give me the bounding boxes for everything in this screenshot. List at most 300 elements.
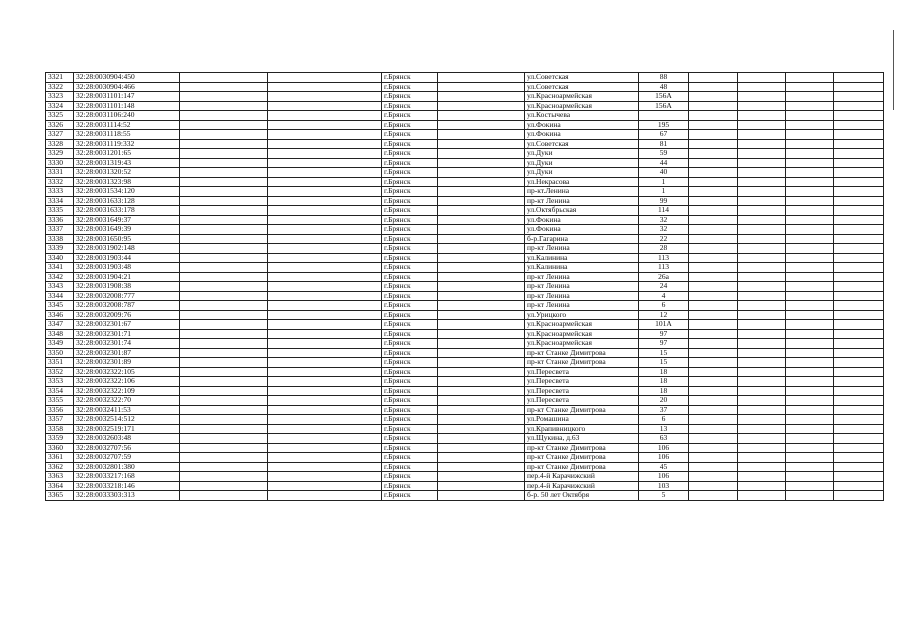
street-cell: ул.Ромашина bbox=[525, 415, 639, 425]
blank-cell bbox=[180, 415, 268, 425]
city-cell: г.Брянск bbox=[382, 139, 438, 149]
blank-cell bbox=[268, 206, 382, 216]
table-row bbox=[46, 139, 884, 149]
house-number-cell: 67 bbox=[639, 130, 689, 140]
cadastral-number: 32:28:0031908:38 bbox=[74, 282, 180, 292]
blank-cell bbox=[834, 301, 884, 311]
table-row bbox=[46, 472, 884, 482]
blank-cell bbox=[689, 405, 738, 415]
blank-cell bbox=[438, 206, 525, 216]
cadastral-number: 32:28:0032301:87 bbox=[74, 348, 180, 358]
blank-cell bbox=[786, 168, 834, 178]
blank-cell bbox=[689, 177, 738, 187]
blank-cell bbox=[438, 253, 525, 263]
blank-cell bbox=[738, 253, 786, 263]
city-cell: г.Брянск bbox=[382, 491, 438, 501]
street-cell: пр-кт Станке Димитрова bbox=[525, 348, 639, 358]
cadastral-number: 32:28:0032322:106 bbox=[74, 377, 180, 387]
blank-cell bbox=[180, 111, 268, 121]
blank-cell bbox=[738, 139, 786, 149]
table-row bbox=[46, 149, 884, 159]
blank-cell bbox=[268, 377, 382, 387]
blank-cell bbox=[438, 472, 525, 482]
city-cell: г.Брянск bbox=[382, 82, 438, 92]
blank-cell bbox=[689, 377, 738, 387]
blank-cell bbox=[738, 434, 786, 444]
blank-cell bbox=[834, 234, 884, 244]
blank-cell bbox=[180, 348, 268, 358]
blank-cell bbox=[268, 491, 382, 501]
blank-cell bbox=[268, 120, 382, 130]
blank-cell bbox=[738, 225, 786, 235]
street-cell: ул.Пересвета bbox=[525, 386, 639, 396]
city-cell: г.Брянск bbox=[382, 310, 438, 320]
street-cell: ул.Октябрьская bbox=[525, 206, 639, 216]
city-cell: г.Брянск bbox=[382, 225, 438, 235]
blank-cell bbox=[689, 244, 738, 254]
blank-cell bbox=[268, 348, 382, 358]
blank-cell bbox=[786, 101, 834, 111]
street-cell: ул.Красноармейская bbox=[525, 101, 639, 111]
house-number-cell: 32 bbox=[639, 215, 689, 225]
blank-cell bbox=[438, 263, 525, 273]
house-number-cell: 32 bbox=[639, 225, 689, 235]
table-row bbox=[46, 310, 884, 320]
row-number: 3356 bbox=[46, 405, 74, 415]
row-number: 3339 bbox=[46, 244, 74, 254]
table-row bbox=[46, 111, 884, 121]
house-number-cell: 113 bbox=[639, 253, 689, 263]
blank-cell bbox=[834, 348, 884, 358]
street-cell: б-р. 50 лет Октября bbox=[525, 491, 639, 501]
blank-cell bbox=[438, 92, 525, 102]
street-cell: пр-кт Ленина bbox=[525, 244, 639, 254]
blank-cell bbox=[180, 491, 268, 501]
cadastral-number: 32:28:0031534:120 bbox=[74, 187, 180, 197]
blank-cell bbox=[786, 481, 834, 491]
house-number-cell: 40 bbox=[639, 168, 689, 178]
street-cell: ул.Фокина bbox=[525, 120, 639, 130]
street-cell: пр-кт Ленина bbox=[525, 301, 639, 311]
blank-cell bbox=[786, 82, 834, 92]
blank-cell bbox=[689, 386, 738, 396]
blank-cell bbox=[738, 453, 786, 463]
street-cell: пр-кт.Ленина bbox=[525, 187, 639, 197]
blank-cell bbox=[786, 234, 834, 244]
blank-cell bbox=[268, 301, 382, 311]
blank-cell bbox=[738, 348, 786, 358]
blank-cell bbox=[738, 234, 786, 244]
blank-cell bbox=[268, 472, 382, 482]
house-number-cell: 195 bbox=[639, 120, 689, 130]
cadastral-number: 32:28:0032514:512 bbox=[74, 415, 180, 425]
property-register-table bbox=[45, 72, 884, 501]
blank-cell bbox=[180, 73, 268, 83]
blank-cell bbox=[438, 111, 525, 121]
house-number-cell: 12 bbox=[639, 310, 689, 320]
house-number-cell: 37 bbox=[639, 405, 689, 415]
blank-cell bbox=[689, 101, 738, 111]
blank-cell bbox=[689, 196, 738, 206]
table-row bbox=[46, 358, 884, 368]
blank-cell bbox=[268, 130, 382, 140]
city-cell: г.Брянск bbox=[382, 253, 438, 263]
cadastral-number: 32:28:0031320:52 bbox=[74, 168, 180, 178]
blank-cell bbox=[689, 301, 738, 311]
row-number: 3364 bbox=[46, 481, 74, 491]
blank-cell bbox=[180, 101, 268, 111]
blank-cell bbox=[689, 168, 738, 178]
street-cell: ул.Костычева bbox=[525, 111, 639, 121]
city-cell: г.Брянск bbox=[382, 434, 438, 444]
row-number: 3348 bbox=[46, 329, 74, 339]
street-cell: ул.Советская bbox=[525, 82, 639, 92]
house-number-cell: 13 bbox=[639, 424, 689, 434]
table-row bbox=[46, 206, 884, 216]
blank-cell bbox=[834, 82, 884, 92]
page-edge-line bbox=[893, 30, 894, 110]
house-number-cell: 44 bbox=[639, 158, 689, 168]
house-number-cell: 99 bbox=[639, 196, 689, 206]
blank-cell bbox=[834, 310, 884, 320]
blank-cell bbox=[438, 405, 525, 415]
blank-cell bbox=[834, 367, 884, 377]
blank-cell bbox=[268, 244, 382, 254]
blank-cell bbox=[438, 234, 525, 244]
blank-cell bbox=[689, 73, 738, 83]
blank-cell bbox=[738, 358, 786, 368]
row-number: 3324 bbox=[46, 101, 74, 111]
cadastral-number: 32:28:0032009:76 bbox=[74, 310, 180, 320]
cadastral-number: 32:28:0030904:450 bbox=[74, 73, 180, 83]
city-cell: г.Брянск bbox=[382, 196, 438, 206]
blank-cell bbox=[834, 168, 884, 178]
house-number-cell: 106 bbox=[639, 472, 689, 482]
blank-cell bbox=[438, 282, 525, 292]
cadastral-number: 32:28:0031902:148 bbox=[74, 244, 180, 254]
blank-cell bbox=[268, 481, 382, 491]
cadastral-number: 32:28:0031650:95 bbox=[74, 234, 180, 244]
blank-cell bbox=[738, 82, 786, 92]
street-cell: ул.Красноармейская bbox=[525, 329, 639, 339]
cadastral-number: 32:28:0031903:48 bbox=[74, 263, 180, 273]
blank-cell bbox=[180, 272, 268, 282]
house-number-cell: 81 bbox=[639, 139, 689, 149]
table-row bbox=[46, 177, 884, 187]
blank-cell bbox=[738, 215, 786, 225]
cadastral-number: 32:28:0032008:777 bbox=[74, 291, 180, 301]
blank-cell bbox=[738, 263, 786, 273]
blank-cell bbox=[268, 415, 382, 425]
street-cell: пр-кт Ленина bbox=[525, 196, 639, 206]
street-cell: ул.Красноармейская bbox=[525, 320, 639, 330]
cadastral-number: 32:28:0031101:147 bbox=[74, 92, 180, 102]
row-number: 3342 bbox=[46, 272, 74, 282]
blank-cell bbox=[786, 130, 834, 140]
house-number-cell: 15 bbox=[639, 358, 689, 368]
blank-cell bbox=[268, 263, 382, 273]
blank-cell bbox=[180, 462, 268, 472]
blank-cell bbox=[834, 329, 884, 339]
blank-cell bbox=[438, 101, 525, 111]
blank-cell bbox=[834, 443, 884, 453]
blank-cell bbox=[689, 92, 738, 102]
row-number: 3332 bbox=[46, 177, 74, 187]
blank-cell bbox=[834, 253, 884, 263]
blank-cell bbox=[180, 215, 268, 225]
city-cell: г.Брянск bbox=[382, 348, 438, 358]
cadastral-number: 32:28:0031201:65 bbox=[74, 149, 180, 159]
blank-cell bbox=[689, 82, 738, 92]
house-number-cell: 97 bbox=[639, 329, 689, 339]
table-row bbox=[46, 120, 884, 130]
blank-cell bbox=[180, 386, 268, 396]
city-cell: г.Брянск bbox=[382, 367, 438, 377]
cadastral-number: 32:28:0032519:171 bbox=[74, 424, 180, 434]
blank-cell bbox=[689, 253, 738, 263]
blank-cell bbox=[738, 443, 786, 453]
house-number-cell: 113 bbox=[639, 263, 689, 273]
street-cell: пр-кт Станке Димитрова bbox=[525, 443, 639, 453]
street-cell: пер.4-й Карачижский bbox=[525, 472, 639, 482]
street-cell: ул.Крапивницкого bbox=[525, 424, 639, 434]
city-cell: г.Брянск bbox=[382, 405, 438, 415]
blank-cell bbox=[738, 120, 786, 130]
row-number: 3334 bbox=[46, 196, 74, 206]
blank-cell bbox=[180, 481, 268, 491]
row-number: 3350 bbox=[46, 348, 74, 358]
blank-cell bbox=[438, 139, 525, 149]
table-row bbox=[46, 158, 884, 168]
table-row bbox=[46, 396, 884, 406]
blank-cell bbox=[689, 234, 738, 244]
city-cell: г.Брянск bbox=[382, 149, 438, 159]
city-cell: г.Брянск bbox=[382, 291, 438, 301]
cadastral-number: 32:28:0031649:39 bbox=[74, 225, 180, 235]
blank-cell bbox=[689, 282, 738, 292]
cadastral-number: 32:28:0033218:146 bbox=[74, 481, 180, 491]
blank-cell bbox=[786, 177, 834, 187]
blank-cell bbox=[689, 491, 738, 501]
blank-cell bbox=[786, 367, 834, 377]
table-row bbox=[46, 234, 884, 244]
blank-cell bbox=[268, 462, 382, 472]
blank-cell bbox=[438, 215, 525, 225]
table-row bbox=[46, 415, 884, 425]
blank-cell bbox=[786, 386, 834, 396]
blank-cell bbox=[180, 443, 268, 453]
row-number: 3330 bbox=[46, 158, 74, 168]
city-cell: г.Брянск bbox=[382, 396, 438, 406]
blank-cell bbox=[834, 396, 884, 406]
cadastral-number: 32:28:0031114:52 bbox=[74, 120, 180, 130]
street-cell: ул.Пересвета bbox=[525, 367, 639, 377]
blank-cell bbox=[834, 491, 884, 501]
blank-cell bbox=[438, 187, 525, 197]
table-row bbox=[46, 491, 884, 501]
blank-cell bbox=[834, 244, 884, 254]
blank-cell bbox=[689, 396, 738, 406]
row-number: 3322 bbox=[46, 82, 74, 92]
blank-cell bbox=[786, 120, 834, 130]
blank-cell bbox=[834, 149, 884, 159]
blank-cell bbox=[738, 101, 786, 111]
row-number: 3326 bbox=[46, 120, 74, 130]
blank-cell bbox=[438, 367, 525, 377]
blank-cell bbox=[268, 386, 382, 396]
blank-cell bbox=[180, 396, 268, 406]
city-cell: г.Брянск bbox=[382, 339, 438, 349]
row-number: 3354 bbox=[46, 386, 74, 396]
blank-cell bbox=[438, 386, 525, 396]
house-number-cell: 114 bbox=[639, 206, 689, 216]
street-cell: пр-кт Ленина bbox=[525, 291, 639, 301]
blank-cell bbox=[268, 272, 382, 282]
city-cell: г.Брянск bbox=[382, 415, 438, 425]
table-row bbox=[46, 244, 884, 254]
blank-cell bbox=[268, 149, 382, 159]
row-number: 3333 bbox=[46, 187, 74, 197]
blank-cell bbox=[834, 263, 884, 273]
street-cell: б-р.Гагарина bbox=[525, 234, 639, 244]
blank-cell bbox=[738, 396, 786, 406]
blank-cell bbox=[786, 92, 834, 102]
blank-cell bbox=[834, 92, 884, 102]
house-number-cell: 6 bbox=[639, 301, 689, 311]
blank-cell bbox=[268, 101, 382, 111]
street-cell: ул.Калинина bbox=[525, 263, 639, 273]
blank-cell bbox=[180, 120, 268, 130]
house-number-cell: 106 bbox=[639, 453, 689, 463]
blank-cell bbox=[268, 339, 382, 349]
cadastral-number: 32:28:0032301:89 bbox=[74, 358, 180, 368]
house-number-cell: 63 bbox=[639, 434, 689, 444]
blank-cell bbox=[268, 168, 382, 178]
blank-cell bbox=[438, 196, 525, 206]
blank-cell bbox=[180, 82, 268, 92]
table-row bbox=[46, 168, 884, 178]
blank-cell bbox=[834, 139, 884, 149]
blank-cell bbox=[689, 329, 738, 339]
blank-cell bbox=[689, 424, 738, 434]
blank-cell bbox=[438, 272, 525, 282]
blank-cell bbox=[738, 130, 786, 140]
blank-cell bbox=[834, 358, 884, 368]
house-number-cell: 28 bbox=[639, 244, 689, 254]
row-number: 3360 bbox=[46, 443, 74, 453]
blank-cell bbox=[689, 225, 738, 235]
blank-cell bbox=[180, 358, 268, 368]
blank-cell bbox=[834, 424, 884, 434]
house-number-cell: 18 bbox=[639, 377, 689, 387]
blank-cell bbox=[438, 301, 525, 311]
blank-cell bbox=[786, 424, 834, 434]
blank-cell bbox=[689, 443, 738, 453]
row-number: 3328 bbox=[46, 139, 74, 149]
blank-cell bbox=[268, 225, 382, 235]
blank-cell bbox=[268, 92, 382, 102]
blank-cell bbox=[786, 443, 834, 453]
table-row bbox=[46, 101, 884, 111]
house-number-cell: 48 bbox=[639, 82, 689, 92]
blank-cell bbox=[738, 310, 786, 320]
blank-cell bbox=[180, 177, 268, 187]
city-cell: г.Брянск bbox=[382, 272, 438, 282]
blank-cell bbox=[180, 377, 268, 387]
blank-cell bbox=[738, 424, 786, 434]
blank-cell bbox=[786, 139, 834, 149]
blank-cell bbox=[689, 158, 738, 168]
table-row bbox=[46, 225, 884, 235]
blank-cell bbox=[786, 358, 834, 368]
street-cell: пр-кт Станке Димитрова bbox=[525, 405, 639, 415]
row-number: 3358 bbox=[46, 424, 74, 434]
cadastral-number: 32:28:0031649:37 bbox=[74, 215, 180, 225]
blank-cell bbox=[786, 396, 834, 406]
cadastral-number: 32:28:0032322:109 bbox=[74, 386, 180, 396]
row-number: 3363 bbox=[46, 472, 74, 482]
blank-cell bbox=[786, 348, 834, 358]
blank-cell bbox=[438, 339, 525, 349]
city-cell: г.Брянск bbox=[382, 234, 438, 244]
blank-cell bbox=[180, 424, 268, 434]
blank-cell bbox=[268, 158, 382, 168]
house-number-cell: 45 bbox=[639, 462, 689, 472]
blank-cell bbox=[786, 253, 834, 263]
blank-cell bbox=[786, 272, 834, 282]
house-number-cell: 103 bbox=[639, 481, 689, 491]
blank-cell bbox=[738, 168, 786, 178]
row-number: 3343 bbox=[46, 282, 74, 292]
cadastral-number: 32:28:0033303:313 bbox=[74, 491, 180, 501]
blank-cell bbox=[180, 139, 268, 149]
house-number-cell: 106 bbox=[639, 443, 689, 453]
blank-cell bbox=[268, 310, 382, 320]
blank-cell bbox=[689, 149, 738, 159]
table-row bbox=[46, 82, 884, 92]
blank-cell bbox=[438, 130, 525, 140]
blank-cell bbox=[438, 348, 525, 358]
blank-cell bbox=[834, 415, 884, 425]
blank-cell bbox=[786, 462, 834, 472]
blank-cell bbox=[268, 196, 382, 206]
street-cell: ул.Красноармейская bbox=[525, 92, 639, 102]
blank-cell bbox=[834, 225, 884, 235]
row-number: 3353 bbox=[46, 377, 74, 387]
blank-cell bbox=[268, 329, 382, 339]
blank-cell bbox=[786, 187, 834, 197]
blank-cell bbox=[738, 329, 786, 339]
blank-cell bbox=[180, 282, 268, 292]
blank-cell bbox=[786, 215, 834, 225]
blank-cell bbox=[689, 472, 738, 482]
house-number-cell: 18 bbox=[639, 386, 689, 396]
blank-cell bbox=[438, 443, 525, 453]
street-cell: пр-кт Ленина bbox=[525, 282, 639, 292]
street-cell: ул.Щукина, д.63 bbox=[525, 434, 639, 444]
blank-cell bbox=[786, 244, 834, 254]
blank-cell bbox=[786, 225, 834, 235]
city-cell: г.Брянск bbox=[382, 424, 438, 434]
blank-cell bbox=[268, 358, 382, 368]
blank-cell bbox=[834, 291, 884, 301]
row-number: 3365 bbox=[46, 491, 74, 501]
street-cell: ул.Урицкого bbox=[525, 310, 639, 320]
blank-cell bbox=[438, 320, 525, 330]
house-number-cell: 1 bbox=[639, 177, 689, 187]
cadastral-number: 32:28:0032603:48 bbox=[74, 434, 180, 444]
blank-cell bbox=[834, 101, 884, 111]
